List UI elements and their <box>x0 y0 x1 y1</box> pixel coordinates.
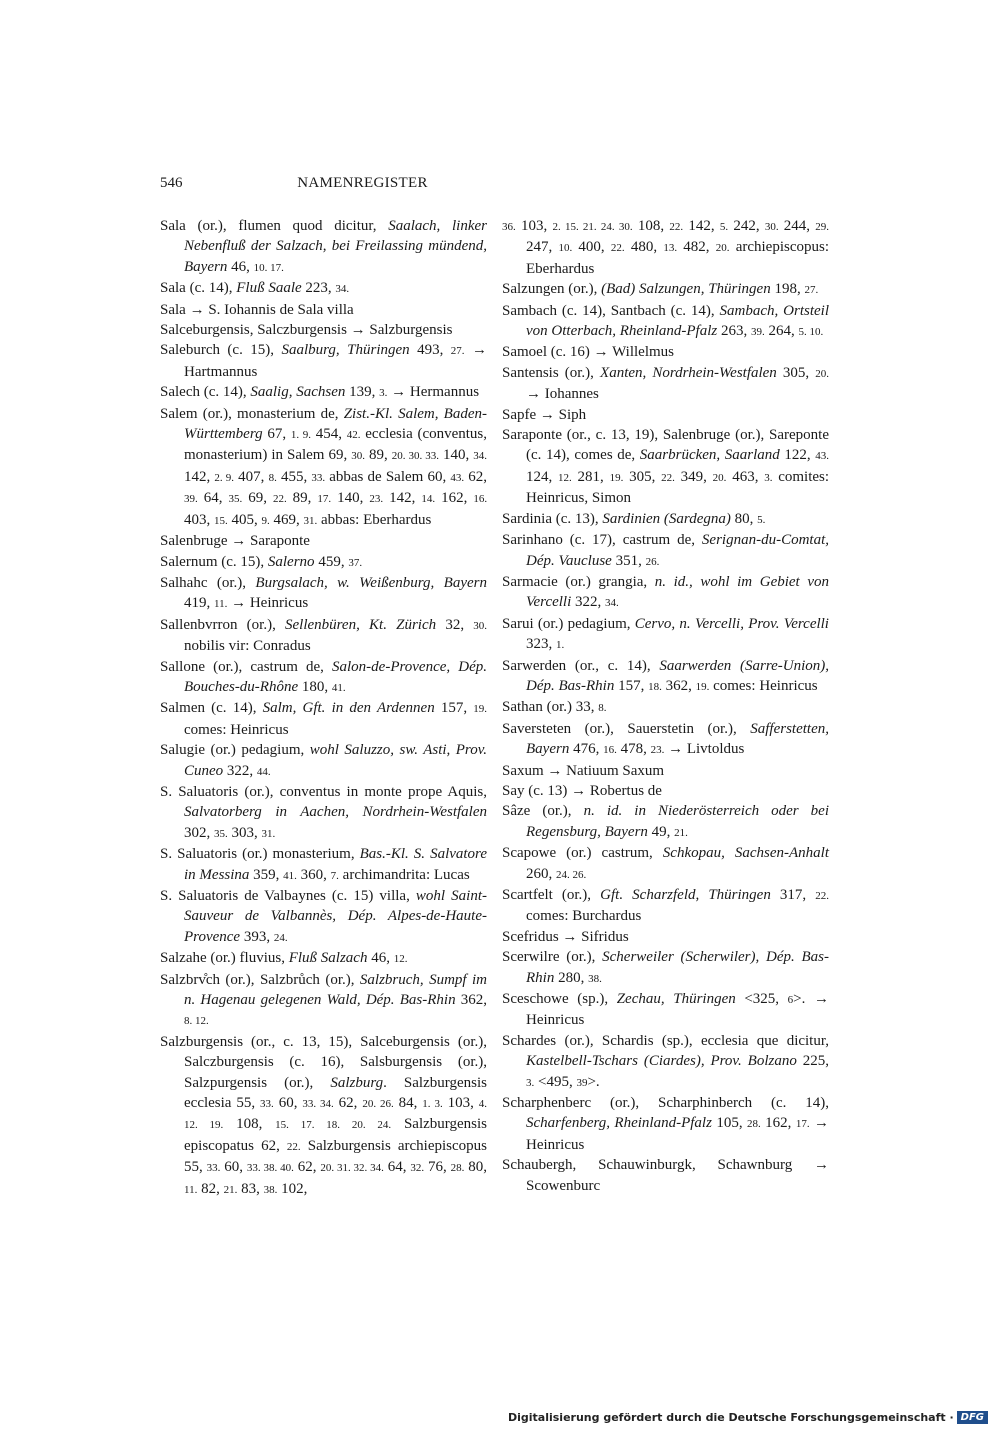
index-entry: Salzahe (or.) fluvius, Fluß Salzach 46, 12. <box>160 950 408 967</box>
index-entry: Sallone (or.), castrum de, Salon-de-Provence, Dép. Bouches-du-Rhône 180, 41. <box>160 658 487 695</box>
index-entry: Santensis (or.), Xanten, Nordrhein-Westfalen 305, 20. → Iohannes <box>502 364 830 403</box>
index-entry: Say (c. 13) → Robertus de <box>502 782 662 799</box>
running-title: NAMENREGISTER <box>297 175 428 191</box>
index-entry: Sceschowe (sp.), Zechau, Thüringen <325, 6>. → Heinricus <box>502 991 829 1029</box>
dfg-logo: DFG <box>957 1411 988 1424</box>
index-entry: Scapowe (or.) castrum, Schkopau, Sachsen-Anhalt 260, 24. 26. <box>502 845 829 882</box>
index-entry: S. Saluatoris (or.) monasterium, Bas.-Kl. S. Salvatore in Messina 359, 41. 360, 7. archimandrita: Lucas <box>160 846 487 883</box>
index-entry: Scerwilre (or.), Scherweiler (Scherwiler), Dép. Bas-Rhin 280, 38. <box>502 949 829 986</box>
index-entry: Sallenbvrron (or.), Sellenbüren, Kt. Zürich 32, 30. nobilis vir: Conradus <box>160 616 487 655</box>
index-entry: Salmen (c. 14), Salm, Gft. in den Ardennen 157, 19. comes: Heinricus <box>160 700 488 738</box>
index-entry: Sala → S. Iohannis de Sala villa <box>160 301 354 318</box>
index-entry: Salech (c. 14), Saalig, Sachsen 139, 3. → Hermannus <box>160 384 480 401</box>
index-entry: Sâze (or.), n. id. in Niederösterreich oder bei Regensburg, Bayern 49, 21. <box>502 803 829 840</box>
index-entry: Salceburgensis, Salczburgensis → Salzburgensis <box>160 322 453 339</box>
index-entry: Sala (or.), flumen quod dicitur, Saalach, linker Nebenfluß der Salzach, bei Freilassing mündend, Bayern 46, 10. 17. <box>160 218 487 275</box>
index-entry: Scharphenberc (or.), Scharphinberch (c. 14), Scharfenberg, Rheinland-Pfalz 105, 28. 162, 17. → Heinricus <box>502 1095 830 1153</box>
index-entry: Saraponte (or., c. 13, 19), Salenbruge (or.), Sareponte (c. 14), comes de, Saarbrücken, Saarland 122, 43. 124, 12. 281, 19. 305, 22. 349, 20. 463, 3. comites: Heinricus, Simon <box>502 427 830 507</box>
index-entry: Saleburch (c. 15), Saalburg, Thüringen 493, 27. → Hartmannus <box>160 342 487 380</box>
index-entry: Sambach (c. 14), Santbach (c. 14), Sambach, Ortsteil von Otterbach, Rheinland-Pfalz 263, 39. 264, 5. 10. <box>502 302 830 340</box>
index-entry: Sathan (or.) 33, 8. <box>502 699 607 716</box>
index-entry: Salenbruge → Saraponte <box>160 533 310 550</box>
page-number: 546 <box>160 175 183 191</box>
index-entry: 36. 103, 2. 15. 21. 24. 30. 108, 22. 142, 5. 242, 30. 244, 29. 247, 10. 400, 22. 480, 13. 482, 20. archiepiscopus: Eberhardus <box>502 218 830 277</box>
index-entry: Salernum (c. 15), Salerno 459, 37. <box>160 553 363 570</box>
index-entry: Sarwerden (or., c. 14), Saarwerden (Sarre-Union), Dép. Bas-Rhin 157, 18. 362, 19. comes: Heinricus <box>502 657 829 694</box>
index-entry: Sapfe → Siph <box>502 406 587 423</box>
right-column <box>502 216 829 1196</box>
index-entry: Salugie (or.) pedagium, wohl Saluzzo, sw. Asti, Prov. Cuneo 322, 44. <box>160 742 487 779</box>
index-entry: Sarui (or.) pedagium, Cervo, n. Vercelli, Prov. Vercelli 323, 1. <box>502 615 829 653</box>
index-entry: Salzungen (or.), (Bad) Salzungen, Thüringen 198, 27. <box>502 281 819 298</box>
index-entry: Saxum → Natiuum Saxum <box>502 762 665 779</box>
index-entry: Samoel (c. 16) → Willelmus <box>502 344 675 361</box>
index-entry: Sarmacie (or.) grangia, n. id., wohl im Gebiet von Vercelli 322, 34. <box>502 573 829 611</box>
index-entry: Salhahc (or.), Burgsalach, w. Weißenburg, Bayern 419, 11. → Heinricus <box>160 574 487 612</box>
footer-credit <box>508 1411 988 1424</box>
index-entry: Scefridus → Sifridus <box>502 928 629 945</box>
left-column <box>160 216 487 1200</box>
index-entry: Saversteten (or.), Sauerstetin (or.), Safferstetten, Bayern 476, 16. 478, 23. → Livtoldus <box>502 720 829 758</box>
index-entry: Salzbrv̊ch (or.), Salzbrůch (or.), Salzbruch, Sumpf im n. Hagenau gelegenen Wald, Dép. Bas-Rhin 362, 8. 12. <box>160 971 488 1028</box>
index-entry: Sardinia (c. 13), Sardinien (Sardegna) 80, 5. <box>502 510 766 527</box>
index-entry: Sala (c. 14), Fluß Saale 223, 34. <box>160 280 350 297</box>
index-entry: Sarinhano (c. 17), castrum de, Serignan-du-Comtat, Dép. Vaucluse 351, 26. <box>502 532 829 569</box>
index-entry: Schardes (or.), Schardis (sp.), ecclesia que dicitur, Kastelbell-Tschars (Ciardes), Prov. Bolzano 225, 3. <495, 39>. <box>502 1032 829 1090</box>
index-entry: Schaubergh, Schauwinburgk, Schawnburg → Scowenburc <box>502 1157 829 1194</box>
index-entry: Scartfelt (or.), Gft. Scharzfeld, Thüringen 317, 22. comes: Burchardus <box>502 887 830 925</box>
index-entry: Salzburgensis (or., c. 13, 15), Salceburgensis (or.), Salczburgensis (c. 16), Salsburgensis (or.), Salzpurgensis (or.), Salzburg. Salzburgensis ecclesia 55, 33. 60, 33. 34. 62, 20. 26. 84, 1. 3. 103, 4. 12. 19. 108, 15. 17. 18. 20. 24. Salzburgensis episcopatus 62, 22. Salzburgensis archiepiscopus 55, 33. 60, 33. 38. 40. 62, 20. 31. 32. 34. 64, 32. 76, 28. 80, 11. 82, 21. 83, 38. 102, <box>160 1033 488 1197</box>
index-entry: Salem (or.), monasterium de, Zist.-Kl. Salem, Baden-Württemberg 67, 1. 9. 454, 42. ecclesia (conventus, monasterium) in Salem 69, 30. 89, 20. 30. 33. 140, 34. 142, 2. 9. 407, 8. 455, 33. abbas de Salem 60, 43. 62, 39. 64, 35. 69, 22. 89, 17. 140, 23. 142, 14. 162, 16. 403, 15. 405, 9. 469, 31. abbas: Eberhardus <box>160 405 488 528</box>
footer-credit-text: Digitalisierung gefördert durch die Deutsche Forschungsgemeinschaft · <box>507 1411 954 1424</box>
index-entry: S. Saluatoris (or.), conventus in monte prope Aquis, Salvatorberg in Aachen, Nordrhein-Westfalen 302, 35. 303, 31. <box>160 783 487 841</box>
index-entry: S. Saluatoris de Valbaynes (c. 15) villa, wohl Saint-Sauveur de Valbannès, Dép. Alpes-de-Haute-Provence 393, 24. <box>160 888 487 945</box>
